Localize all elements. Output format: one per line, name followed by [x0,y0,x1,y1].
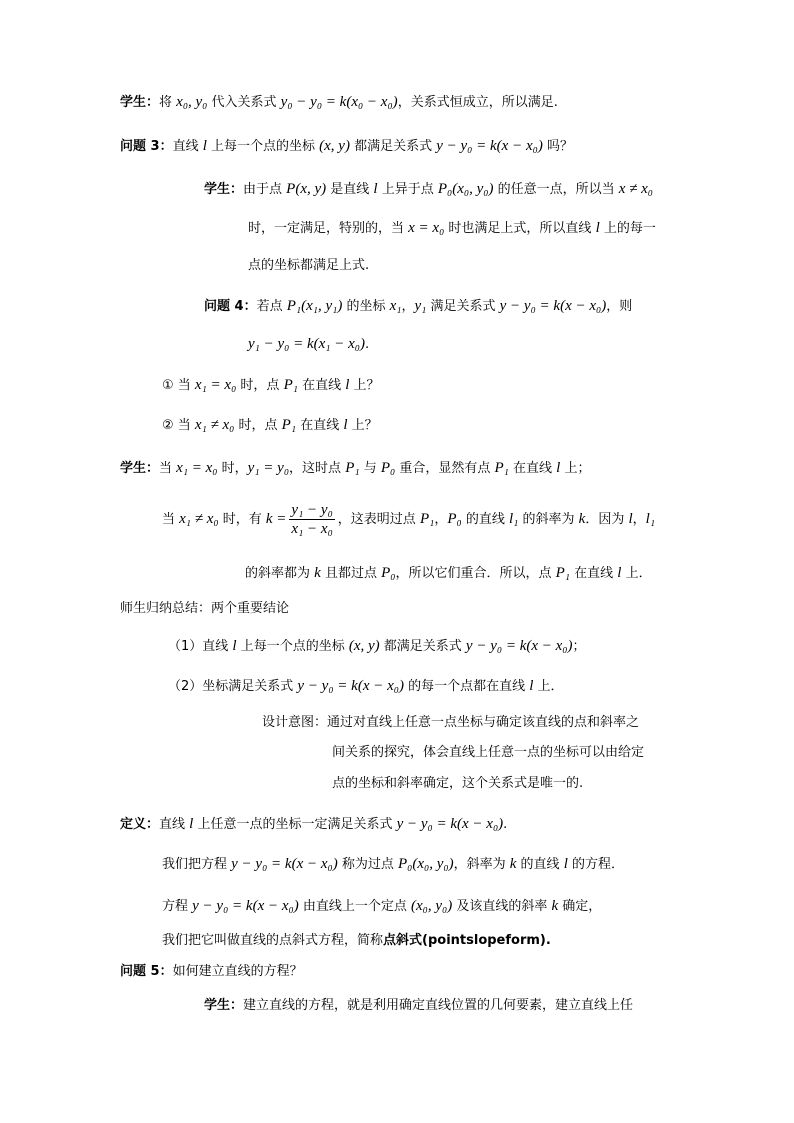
math-expression: P₁ [283,377,298,393]
math-expression: x₁ = x₀ [176,460,218,476]
text-run: 方程 [162,899,193,914]
line-student-answer-5 [204,996,633,1016]
text-run: ， [401,299,415,314]
math-expression: l [189,816,194,832]
math-expression: P₁(x₁, y₁) [286,298,343,314]
text-run: 建立直线的方程，就是利用确定直线位置的几何要素，建立直线上任 [243,998,634,1013]
text-run: 的直线 [461,512,509,527]
text-run: ，关系式恒成立，所以满足. [397,95,558,110]
text-run: ，这表明过点 [337,512,420,527]
text-run: 的斜率为 [518,512,579,527]
bold-label: 学生： [120,95,160,110]
math-expression: l [563,856,568,872]
math-expression: k [578,511,586,527]
line-conclusion-1 [168,636,586,657]
line-student-answer-4c [245,563,652,584]
text-run: ② 当 [162,418,195,433]
fraction [289,501,334,538]
math-expression: y₀ − y₀ = k(x₀ − x₀) [280,94,398,110]
math-expression: x₁ ≠ x₀ [179,511,219,527]
bold-label: 问题 5： [120,964,173,979]
math-expression: y − y₀ = k(x − x₀) [436,138,543,154]
text-run: 上每一个点的坐标 [236,639,349,654]
math-expression: x = x₀ [408,220,445,236]
text-run: 时，点 [236,378,284,393]
text-run: 称为过点 [337,857,398,872]
text-run: 的坐标 [342,299,390,314]
text-run: 的斜率都为 [245,566,315,581]
text-run: 时，点 [234,418,282,433]
text-run: ，所以它们重合．所以，点 [395,566,556,581]
line-student-answer-3a [204,179,653,200]
text-run: 重合，显然有点 [395,461,495,476]
line-design-intent-1 [262,713,639,733]
text-run: 点的坐标都满足上式. [248,258,370,273]
text-run: 代入关系式 [207,95,281,110]
text-run: 直线 [159,817,190,832]
text-run: 设计意图：通过对直线上任意一点坐标与确定该直线的点和斜率之 [262,715,640,730]
math-expression: P₀(x₀, y₀) [397,856,454,872]
text-run: . [365,337,370,352]
text-run: 上？ [347,418,378,433]
math-expression: y₁ = y₀ [247,460,290,476]
math-expression: (x₀, y₀) [410,898,453,914]
bold-label: 学生： [204,998,244,1013]
text-run: 的直线 [516,857,564,872]
text-run: 若点 [256,299,287,314]
text-run: 时，有 [218,512,266,527]
math-expression: P₀ [381,565,396,581]
text-run: ， [632,512,646,527]
text-run: 上； [560,461,591,476]
text-run: ， [434,512,448,527]
text-run: 时，一定满足，特别的，当 [248,221,409,236]
math-expression: l [556,460,561,476]
text-run: 上？ [349,378,380,393]
math-expression: P₀ [380,460,396,476]
fraction-denominator: x₁ − x₀ [291,521,333,537]
text-run: 上． [533,679,564,694]
line-definition-4 [162,931,551,951]
text-run: 的方程． [567,857,624,872]
line-question-4 [204,296,632,317]
math-expression: l [345,377,350,393]
text-run: 当 [162,512,180,527]
text-run: 点的坐标和斜率确定，这个关系式是唯一的. [332,776,584,791]
text-run: 都满足关系式 [349,139,437,154]
math-expression: (x, y) [348,638,380,654]
math-expression: y − y₀ = k(x − x₀) [192,898,299,914]
text-run: ，斜率为 [453,857,510,872]
line-student-answer-4b [162,501,655,538]
line-definition-2 [162,854,624,875]
text-run: 确定， [558,899,602,914]
text-run: 在直线 [296,418,344,433]
math-expression: x₁ = x₀ [194,377,237,393]
text-run: 是直线 [326,182,374,197]
text-run: 上异于点 [377,182,438,197]
line-student-answer-1 [120,92,558,113]
bold-label: 点斜式(pointslopeform). [383,933,551,948]
math-expression: x₁ [389,298,402,314]
text-run: ，这时点 [289,461,346,476]
math-expression: l [628,511,633,527]
bold-label: 问题 4： [204,299,257,314]
math-expression: l₁ [645,511,656,527]
line-question-4-equation [248,334,369,355]
text-run: ① 当 [162,378,195,393]
text-run: 我们把方程 [162,857,232,872]
bold-label: 问题 3： [120,139,173,154]
text-run: 上的每一 [599,221,656,236]
math-expression: l [202,138,207,154]
text-run: 满足关系式 [426,299,500,314]
math-expression: l [232,638,237,654]
math-expression: l [617,565,622,581]
math-expression: k = [265,511,287,527]
text-run: 时也满足上式，所以直线 [444,221,596,236]
line-design-intent-3 [332,774,583,794]
math-expression: k [509,856,517,872]
bold-label: 学生： [120,461,160,476]
line-definition-3 [162,896,601,917]
line-student-answer-3c [248,256,369,276]
line-case-1 [162,375,380,396]
math-expression: l₁ [509,511,519,527]
math-expression: l [529,678,534,694]
text-run: 将 [159,95,177,110]
math-expression: l [373,181,378,197]
text-run: 在直线 [508,461,557,476]
text-run: 由于点 [243,182,287,197]
math-expression: x ≠ x₀ [618,181,653,197]
math-expression: P₀(x₀, y₀) [437,181,494,197]
line-question-3 [120,136,573,157]
math-expression: P₁ [345,460,360,476]
text-run: 间关系的探究，体会直线上任意一点的坐标可以由给定 [332,745,645,760]
text-run: 在直线 [297,378,346,393]
math-expression: y − y₀ = k(x − x₀) [465,638,573,654]
math-expression: x₀, y₀ [176,94,208,110]
text-run: 吗？ [542,139,573,154]
text-run: 当 [159,461,177,476]
math-expression: x₁ ≠ x₀ [194,417,235,433]
text-run: 如何建立直线的方程？ [172,964,303,979]
line-summary-heading [120,599,289,619]
text-run: （1）直线 [168,639,233,654]
text-run: 时， [217,461,248,476]
text-run: 师生归纳总结：两个重要结论 [120,601,290,616]
math-expression: k [314,565,321,581]
math-expression: y − y₀ = k(x − x₀) [231,856,338,872]
math-expression: y − y₀ = k(x − x₀) [297,678,404,694]
text-run: . [503,817,508,832]
text-run: 的任意一点，所以当 [493,182,619,197]
text-run: 在直线 [570,566,618,581]
math-expression: y − y₀ = k(x − x₀) [396,816,504,832]
math-expression: P(x, y) [286,181,327,197]
text-run: 且都过点 [320,566,382,581]
math-expression: P₁ [281,417,297,433]
text-run: 及该直线的斜率 [452,899,552,914]
math-expression: k [551,898,559,914]
text-run: 上． [621,566,652,581]
line-design-intent-2 [332,743,644,763]
math-expression: (x, y) [319,138,350,154]
line-conclusion-2 [168,676,564,697]
line-student-answer-3b [248,218,656,239]
math-expression: y₁ [414,298,427,314]
text-run: （2）坐标满足关系式 [168,679,298,694]
text-run: 都满足关系式 [379,639,466,654]
line-definition [120,814,507,835]
text-run: 上每一个点的坐标 [206,139,320,154]
text-run: 上任意一点的坐标一定满足关系式 [193,817,397,832]
text-run: ，则 [606,299,633,314]
fraction-numerator: y₁ − y₀ [291,502,333,518]
math-expression: P₁ [419,511,435,527]
text-run: 我们把它叫做直线的点斜式方程，简称 [162,933,384,948]
text-run: 直线 [172,139,203,154]
math-expression: P₁ [494,460,509,476]
text-run: ； [572,639,586,654]
math-expression: P₀ [447,511,462,527]
text-run: 由直线上一个定点 [298,899,411,914]
line-student-answer-4a [120,458,590,479]
math-expression: l [343,417,348,433]
bold-label: 定义： [120,817,160,832]
math-expression: y₁ − y₀ = k(x₁ − x₀) [248,336,366,352]
math-expression: P₁ [555,565,570,581]
line-question-5 [120,962,303,982]
line-case-2 [162,415,378,436]
math-expression: y − y₀ = k(x − x₀) [499,298,607,314]
text-run: 与 [359,461,381,476]
text-run: ．因为 [585,512,629,527]
math-expression: l [595,220,600,236]
text-run: 的每一个点都在直线 [403,679,530,694]
bold-label: 学生： [204,182,244,197]
